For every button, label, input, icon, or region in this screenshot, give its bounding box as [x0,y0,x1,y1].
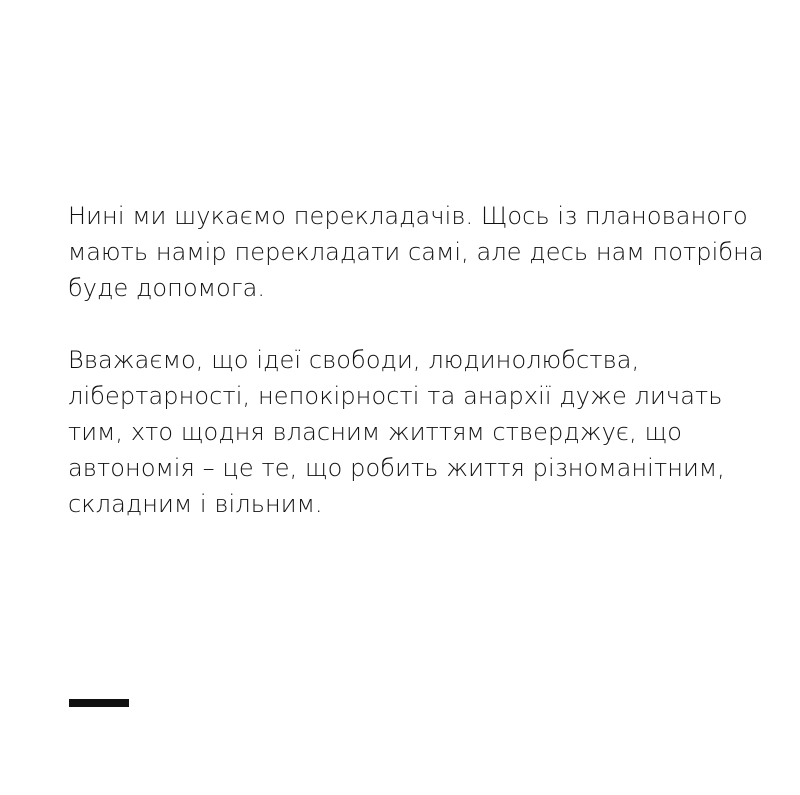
paragraph-line: лібертарності, непокірності та анархії дуже личать [68,382,723,410]
paragraph-line: буде допомога. [68,274,266,302]
paragraph-translators [68,198,768,306]
text-block [68,198,768,522]
decorative-rule [69,699,129,707]
paragraph-line: Нині ми шукаємо перекладачів. Щось із планованого [68,202,748,230]
paragraph-ideas [68,342,768,522]
paragraph-line: Вважаємо, що ідеї свободи, людинолюбства, [68,346,640,374]
paragraph-line: складним і вільним. [68,490,323,518]
paragraph-line: автономія – це те, що робить життя різноманітним, [68,454,725,482]
paragraph-line: мають намір перекладати самі, але десь нам потрібна [68,238,764,266]
paragraph-line: тим, хто щодня власним життям стверджує, що [68,418,683,446]
